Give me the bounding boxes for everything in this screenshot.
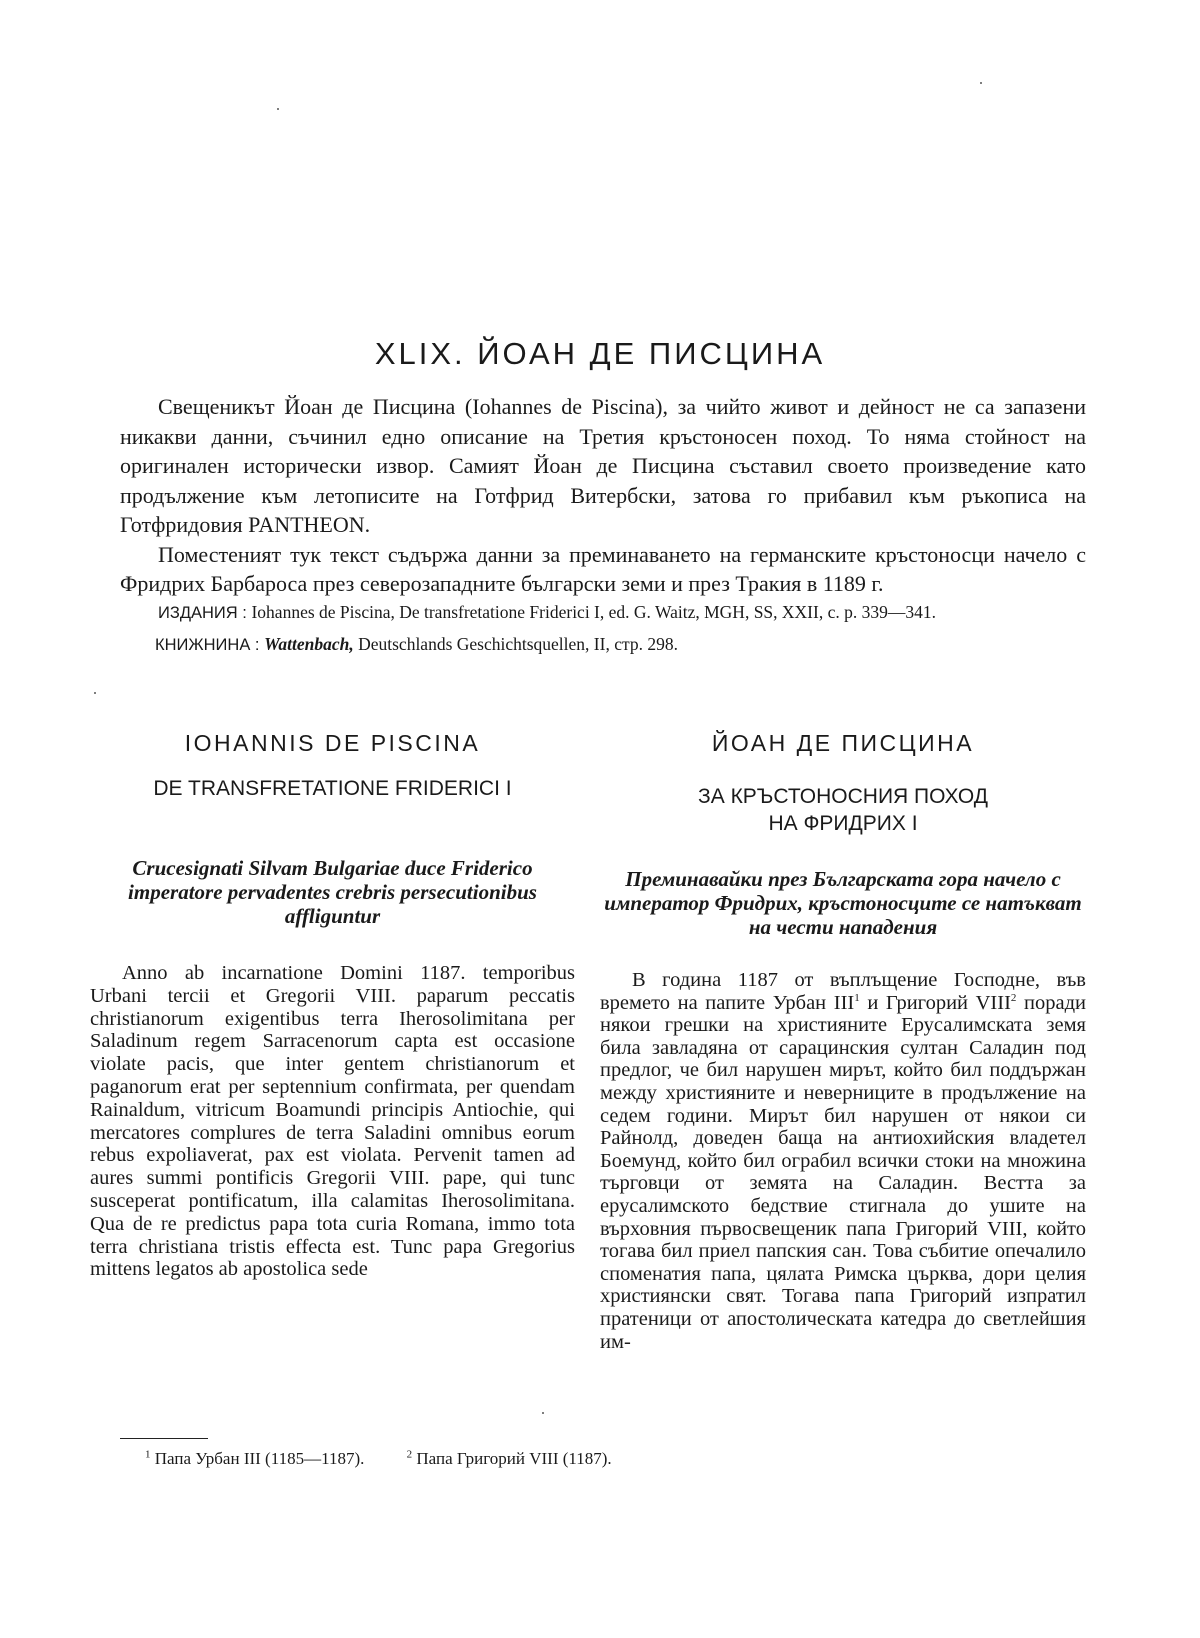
bulgarian-title-line: ЗА КРЪСТОНОСНИЯ ПОХОД <box>698 785 988 808</box>
intro-paragraph: Свещеникът Йоан де Писцина (Iohannes de Piscina), за чийто живот и дейност не са запазени никакви данни, съчинил едно описание на Третия кръстоносен поход. То няма стойност на оригинален исторически извор. Самият Йоан де Писцина съставил своето произведение като продължение към летописите на Готфрид Витербски, затова го прибавил към ръкописа на Готфридовия PANTHEON. <box>120 394 1086 537</box>
scan-speck <box>542 1412 544 1414</box>
page-title: XLIX. ЙОАН ДЕ ПИСЦИНА <box>374 336 826 371</box>
latin-heading: IOHANNIS DE PISCINA <box>184 730 481 756</box>
footnotes <box>145 1448 945 1470</box>
footnote-text: Папа Урбан III (1185—1187). <box>154 1449 365 1468</box>
latin-column <box>90 730 575 1281</box>
footnote <box>145 1449 364 1468</box>
latin-body: Anno ab incarnatione Domini 1187. temporibus Urbani tercii et Gregorii VIII. paparum peccatis christianorum exigentibus terra Iherosolimitana per Saladinum regem Sarracenorum capta est occasione violate pacis, que inter gentem christianorum et paganorum erat per septennium confirmata, per quendam Rainaldum, vitricum Boamundi principis Antiochie, qui mercatores complures de terra Saladini omnibus eorum rebus expoliaverat, pax est violata. Pervenit tamen ad aures summi pontificis Gregorii VIII. pape, qui tunc susceperat pontificatum, illa calamitas Iherosolimitana. Qua de re predictus papa tota curia Romana, immo tota terra christiana tristis effecta est. Tunc papa Gregorius mittens legatos ab apostolica sede <box>90 962 575 1281</box>
literature-author: Wattenbach, <box>264 634 354 654</box>
bulgarian-title-line: НА ФРИДРИХ I <box>768 812 918 835</box>
introduction <box>120 392 1086 599</box>
bulgarian-title <box>600 783 1086 837</box>
body-text: В година 1187 от въплъщение Господне, във времето на папите Урбан III <box>600 969 1086 1014</box>
bulgarian-subtitle: Преминавайки през Българската гора начело с император Фридрих, кръстоносците се натъкват на чести нападения <box>604 867 1082 939</box>
bulgarian-column <box>600 730 1086 1353</box>
scan-speck <box>980 82 982 84</box>
body-text: поради някои грешки на християните Ерусалимската земя била завладяна от сарацинския султан Саладин под предлог, че бил нарушен мирът, който бил поддържан между християните и неверниците в продължение на седем години. Мирът бил нарушен от някои си Райнолд, доведен баща на антиохийския владетел Боемунд, който бил ограбил всички стоки на множина търговци от земята на Саладин. Вестта за ерусалимското бедствие стигнала до ушите на върховния първосвещеник папа Григорий VIII, който тогава бил приел папския сан. Това събитие опечалило споменатия папа, цялата Римска църква, дори целия християнски свят. Тогава папа Григорий изпратил пратеници от апостолическата катедра до светлейшия им- <box>600 991 1086 1353</box>
footnote-divider <box>120 1438 208 1439</box>
footnote-text: Папа Григорий VIII (1187). <box>416 1449 612 1468</box>
footnote-ref[interactable]: 2 <box>1010 991 1017 1004</box>
footnote <box>407 1449 612 1468</box>
literature-line: КНИЖНИНА : Wattenbach, Deutschlands Geschichtsquellen, II, стр. 298. <box>155 634 678 654</box>
bulgarian-body <box>600 969 1086 1353</box>
editions-line: ИЗДАНИЯ : Iohannes de Piscina, De transfretatione Friderici I, ed. G. Waitz, MGH, SS, XXII, с. р. 339—341. <box>158 602 936 622</box>
latin-title: DE TRANSFRETATIONE FRIDERICI I <box>153 777 512 800</box>
bulgarian-heading: ЙОАН ДЕ ПИСЦИНА <box>711 730 975 756</box>
scan-speck <box>277 108 279 110</box>
literature-label: КНИЖНИНА <box>155 636 251 654</box>
scan-speck <box>94 692 96 694</box>
references <box>155 597 1098 661</box>
intro-paragraph: Поместеният тук текст съдържа данни за преминаването на германските кръстоносци начело с Фридрих Барбароса през северозападните български земи и през Тракия в 1189 г. <box>120 541 1086 596</box>
footnote-ref[interactable]: 1 <box>854 991 860 1004</box>
editions-label: ИЗДАНИЯ <box>158 604 238 622</box>
footnote-mark: 1 <box>145 1448 151 1461</box>
literature-text: Deutschlands Geschichtsquellen, II, стр. 298. <box>358 634 678 654</box>
body-text: и Григорий VIII <box>859 991 1011 1014</box>
editions-text: Iohannes de Piscina, De transfretatione Friderici I, ed. G. Waitz, MGH, SS, XXII, с. р. 339—341. <box>251 602 936 622</box>
latin-subtitle: Crucesignati Silvam Bulgariae duce Friderico imperatore pervadentes crebris persecutionibus affliguntur <box>128 856 537 928</box>
footnote-mark: 2 <box>406 1448 413 1461</box>
